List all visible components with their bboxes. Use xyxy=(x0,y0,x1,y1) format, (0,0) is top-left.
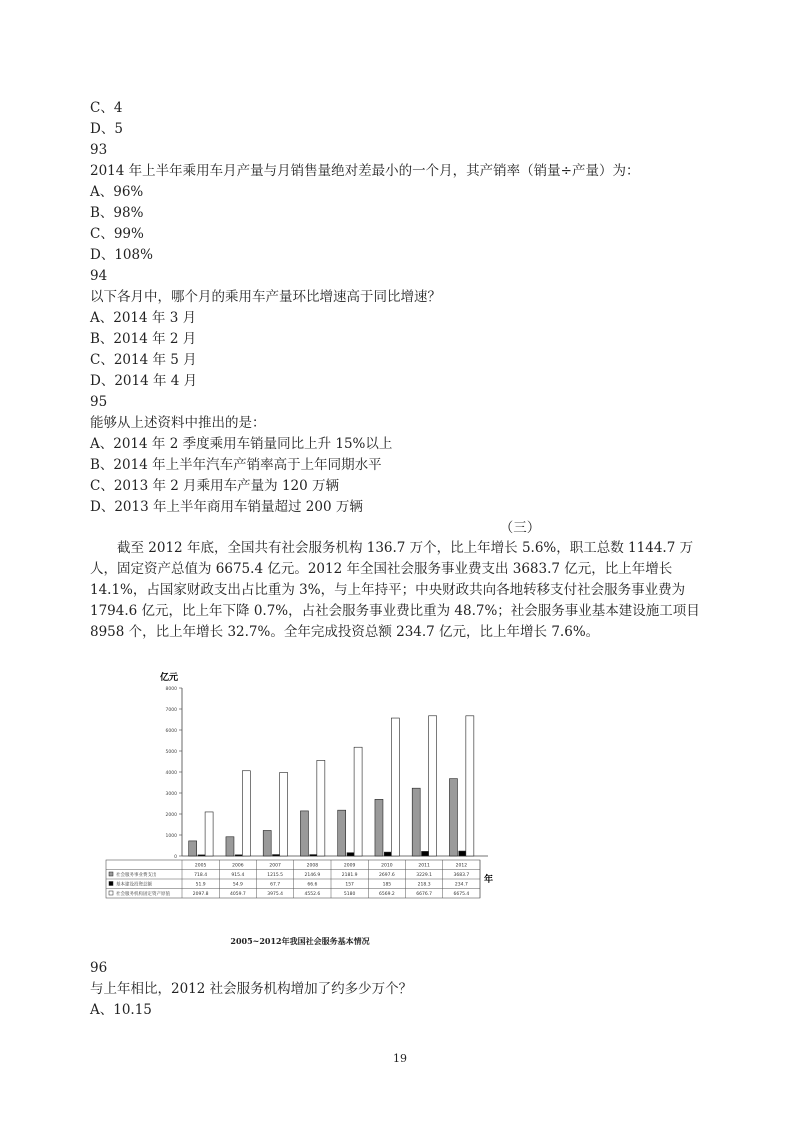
question-text-94: 以下各月中，哪个月的乘用车产量环比增速高于同比增速？ xyxy=(90,289,441,305)
y-tick-label: 7000 xyxy=(165,708,177,713)
question-number-95: 95 xyxy=(90,394,108,410)
question-number-94: 94 xyxy=(90,268,108,284)
option-c-95: C、2013 年 2 月乘用车产量为 120 万辆 xyxy=(90,478,339,494)
bar-chart xyxy=(100,660,500,950)
data-label: 2146.9 xyxy=(304,873,321,878)
option-d-94: D、2014 年 4 月 xyxy=(90,373,198,389)
option-b-93: B、98% xyxy=(90,205,144,221)
bar-2009-series-3 xyxy=(354,747,362,856)
legend-swatch xyxy=(109,872,113,876)
bar-2009-series-1 xyxy=(338,810,346,856)
data-label: 6676.7 xyxy=(416,892,432,897)
option-b-95: B、2014 年上半年汽车产销率高于上年同期水平 xyxy=(90,457,382,473)
data-label: 6569.2 xyxy=(379,892,395,897)
x-tick-label: 2010 xyxy=(381,863,393,869)
option-d-92: D、5 xyxy=(90,121,123,137)
x-tick-label: 2012 xyxy=(455,863,468,869)
y-tick-label: 6000 xyxy=(165,729,177,734)
question-text-93: 2014 年上半年乘用车月产量与月销售量绝对差最小的一个月，其产销率（销量÷产量）为： xyxy=(90,163,640,179)
legend-label: 社会服务机构固定资产原值 xyxy=(116,892,170,897)
data-label: 51.9 xyxy=(195,882,206,888)
option-c-94: C、2014 年 5 月 xyxy=(90,352,197,368)
bar-2011-series-1 xyxy=(412,788,420,856)
bar-2011-series-3 xyxy=(429,716,437,856)
option-a-93: A、96% xyxy=(90,184,144,200)
chart-container xyxy=(100,660,500,950)
x-tick-label: 2008 xyxy=(306,863,319,869)
bar-2007-series-1 xyxy=(263,830,271,856)
legend-swatch xyxy=(109,891,113,895)
page-number: 19 xyxy=(393,1052,407,1065)
y-tick-label: 0 xyxy=(174,855,177,860)
section-title: （三） xyxy=(499,520,541,536)
legend-label: 社会服务事业费支出 xyxy=(116,873,157,878)
option-d-93: D、108% xyxy=(90,247,153,263)
data-label: 66.6 xyxy=(307,882,318,888)
data-label: 4059.7 xyxy=(230,892,246,897)
bar-2006-series-1 xyxy=(226,837,234,856)
x-axis-label: 年 xyxy=(484,875,494,885)
legend-swatch xyxy=(109,882,113,886)
x-tick-label: 2011 xyxy=(418,863,430,869)
y-tick-label: 3000 xyxy=(165,792,177,797)
option-a-95: A、2014 年 2 季度乘用车销量同比上升 15%以上 xyxy=(90,436,393,452)
x-tick-label: 2005 xyxy=(194,863,207,869)
data-label: 3683.7 xyxy=(453,873,470,878)
data-label: 5180 xyxy=(343,892,356,897)
data-label: 218.3 xyxy=(417,882,431,888)
bar-2008-series-3 xyxy=(317,760,325,856)
bar-2005-series-1 xyxy=(189,841,197,856)
y-tick-label: 4000 xyxy=(165,771,177,776)
x-tick-label: 2007 xyxy=(269,863,281,869)
y-tick-label: 1000 xyxy=(165,834,177,839)
option-a-94: A、2014 年 3 月 xyxy=(90,310,197,326)
bar-2006-series-3 xyxy=(242,771,250,856)
option-b-94: B、2014 年 2 月 xyxy=(90,331,197,347)
y-axis-label: 亿元 xyxy=(160,673,179,683)
data-label: 2697.6 xyxy=(379,873,395,878)
data-label: 4552.6 xyxy=(304,892,321,897)
data-label: 718.4 xyxy=(194,873,208,878)
question-number-96: 96 xyxy=(90,960,108,976)
y-tick-label: 8000 xyxy=(165,687,177,692)
data-label: 3229.1 xyxy=(416,873,432,878)
bar-2010-series-1 xyxy=(375,799,383,856)
data-label: 2181.9 xyxy=(341,873,358,878)
data-label: 6675.4 xyxy=(453,892,470,897)
data-label: 2097.8 xyxy=(192,892,209,897)
question-number-93: 93 xyxy=(90,142,108,158)
data-label: 157 xyxy=(345,882,354,888)
bar-2010-series-3 xyxy=(391,718,399,856)
option-d-95: D、2013 年上半年商用车销量超过 200 万辆 xyxy=(90,499,363,515)
x-tick-label: 2009 xyxy=(343,863,356,869)
option-c-93: C、99% xyxy=(90,226,144,242)
bar-2008-series-1 xyxy=(300,811,308,856)
y-tick-label: 2000 xyxy=(165,813,177,818)
question-text-96: 与上年相比，2012 社会服务机构增加了约多少万个？ xyxy=(90,981,413,997)
material-paragraph: 截至 2012 年底，全国共有社会服务机构 136.7 万个，比上年增长 5.6%，职工总数 1144.7 万人，固定资产总值为 6675.4 亿元。2012 年全国社会服务事业费支出 3683.7 亿元，比上年增长 14.1%，占国家财政支出占比重为 3%，与上年持平；中央财政共向各地转移支付社会服务事业费为 1794.6 亿元，比上年下降 0.7%，占社会服务事业费比重为 48.7%；社会服务事业基本建设施工项目 8958 个，比上年增长 32.7%。全年完成投资总额 234.7 亿元，比上年增长 7.6%。 xyxy=(90,540,700,640)
x-tick-label: 2006 xyxy=(232,863,244,869)
y-tick-label: 5000 xyxy=(165,750,177,755)
data-label: 67.7 xyxy=(270,882,281,888)
data-label: 1215.5 xyxy=(267,873,283,878)
data-label: 915.4 xyxy=(231,873,245,878)
data-label: 3975.4 xyxy=(267,892,283,897)
option-a-96: A、10.15 xyxy=(90,1002,152,1018)
question-text-95: 能够从上述资料中推出的是： xyxy=(90,415,266,431)
data-label: 185 xyxy=(382,882,392,888)
chart-caption: 2005~2012年我国社会服务基本情况 xyxy=(230,936,370,946)
bar-2005-series-3 xyxy=(205,812,213,856)
legend-label: 基本建设投资总额 xyxy=(116,882,152,888)
data-label: 54.9 xyxy=(232,882,243,888)
data-label: 234.7 xyxy=(454,882,468,888)
bar-2012-series-1 xyxy=(449,779,457,856)
option-c-92: C、4 xyxy=(90,100,123,116)
bar-2012-series-3 xyxy=(466,716,474,856)
bar-2007-series-3 xyxy=(280,773,288,856)
